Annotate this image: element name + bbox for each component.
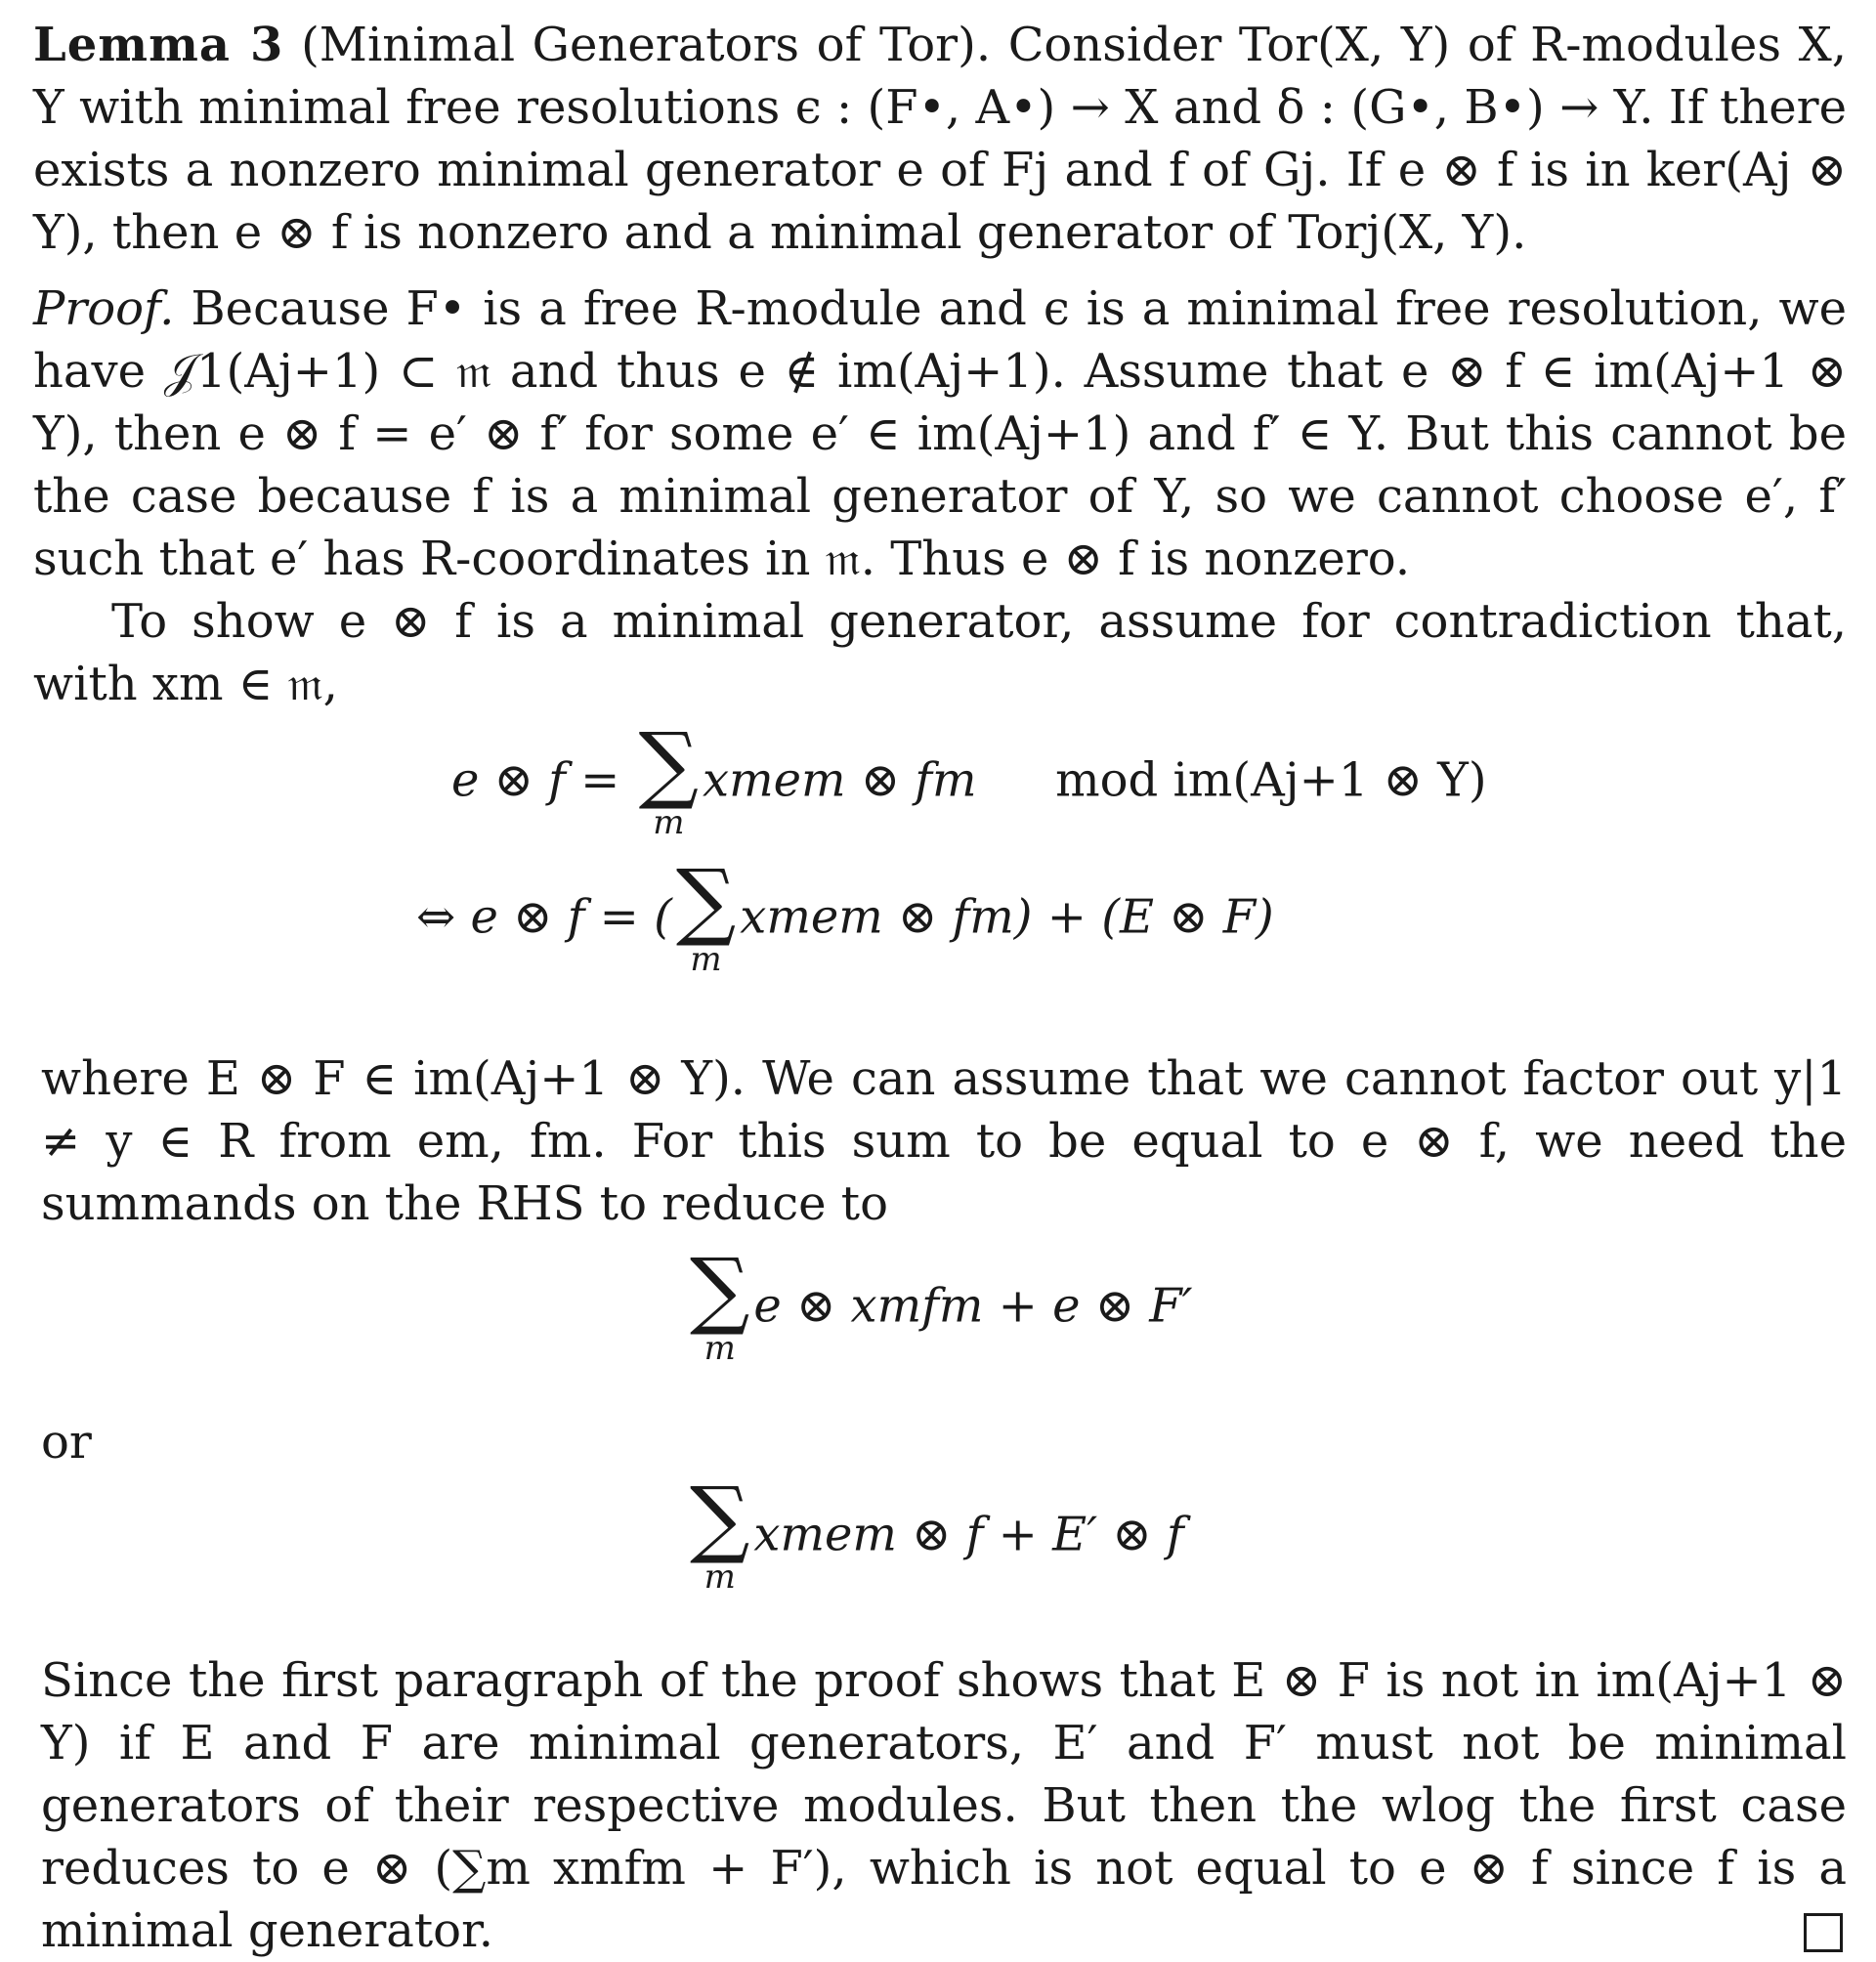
proof-text-2: To show e ⊗ f is a minimal generator, assume for contradiction that, with xm ∈ 𝔪, xyxy=(33,594,1847,711)
proof-paragraph-4 xyxy=(33,1649,1847,1962)
qed-square-icon xyxy=(1804,1913,1843,1952)
sum-symbol-4: ∑ m xyxy=(690,1470,750,1597)
equation-block-3 xyxy=(33,1235,1847,1382)
or-word: or xyxy=(41,1415,92,1470)
equation-block-1 xyxy=(33,715,1847,1008)
proof-paragraph-2 xyxy=(33,590,1847,715)
equation-2-lhs: ⇔ e ⊗ f = ( xyxy=(416,889,672,945)
equation-3 xyxy=(686,1241,1193,1368)
equation-1-mod: mod im(Aj+1 ⊗ Y) xyxy=(1055,752,1487,808)
equation-1 xyxy=(451,715,1487,842)
equation-block-4 xyxy=(33,1470,1847,1620)
proof-text-4: Since the first paragraph of the proof shows that E ⊗ F is not in im(Aj+1 ⊗ Y) if E and F are minimal generators, E′ and F′ must not be minimal generators of their respective modules. But then the wlog the first case reduces to e ⊗ (∑m xmfm + F′), which is not equal to e ⊗ f since f is a minimal generator. xyxy=(41,1653,1847,1958)
equation-2 xyxy=(416,852,1274,979)
equation-2-rhs: xmem ⊗ fm) + (E ⊗ F) xyxy=(740,889,1274,945)
proof-text-3: where E ⊗ F ∈ im(Aj+1 ⊗ Y). We can assume that we cannot factor out y|1 ≠ y ∈ R from em, fm. For this sum to be equal to e ⊗ f, we need the summands on the RHS to reduce to xyxy=(41,1051,1847,1231)
equation-3-rhs: e ⊗ xmfm + e ⊗ F′ xyxy=(753,1278,1193,1334)
lemma-body: Consider Tor(X, Y) of R-modules X, Y with minimal free resolutions ϵ : (F•, A•) → X and δ : (G•, B•) → Y. If there exists a nonzero minimal generator e of Fj and f of Gj. If e ⊗ f is in ker(Aj ⊗ Y), then e ⊗ f is nonzero and a minimal generator of Torj(X, Y). xyxy=(33,18,1848,260)
lemma-label: Lemma 3 xyxy=(33,18,284,72)
equation-1-lhs: e ⊗ f = xyxy=(451,752,635,808)
proof-paragraph-3 xyxy=(33,1047,1847,1235)
sum-symbol-2: ∑ m xyxy=(675,852,737,979)
proof-text-1: Because F• is a free R-module and ϵ is a minimal free resolution, we have 𝒥1(Aj+1) ⊂ 𝔪 and thus e ∉ im(Aj+1). Assume that e ⊗ f ∈ im(Aj+1 ⊗ Y), then e ⊗ f = e′ ⊗ f′ for some e′ ∈ im(Aj+1) and f′ ∈ Y. But this cannot be the case because f is a minimal generator of Y, so we cannot choose e′, f′ such that e′ has R-coordinates in 𝔪. Thus e ⊗ f is nonzero. xyxy=(33,281,1847,586)
sum-symbol-3: ∑ m xyxy=(690,1241,750,1368)
equation-4 xyxy=(686,1470,1184,1597)
equation-4-rhs: xmem ⊗ f + E′ ⊗ f xyxy=(753,1507,1184,1562)
lemma-statement xyxy=(33,14,1847,264)
proof-label: Proof. xyxy=(33,281,175,336)
sum-symbol-1: ∑ m xyxy=(638,715,700,842)
equation-1-rhs: xmem ⊗ fm xyxy=(703,752,977,808)
proof-paragraph-1 xyxy=(33,277,1847,590)
lemma-title: (Minimal Generators of Tor). xyxy=(301,18,992,72)
